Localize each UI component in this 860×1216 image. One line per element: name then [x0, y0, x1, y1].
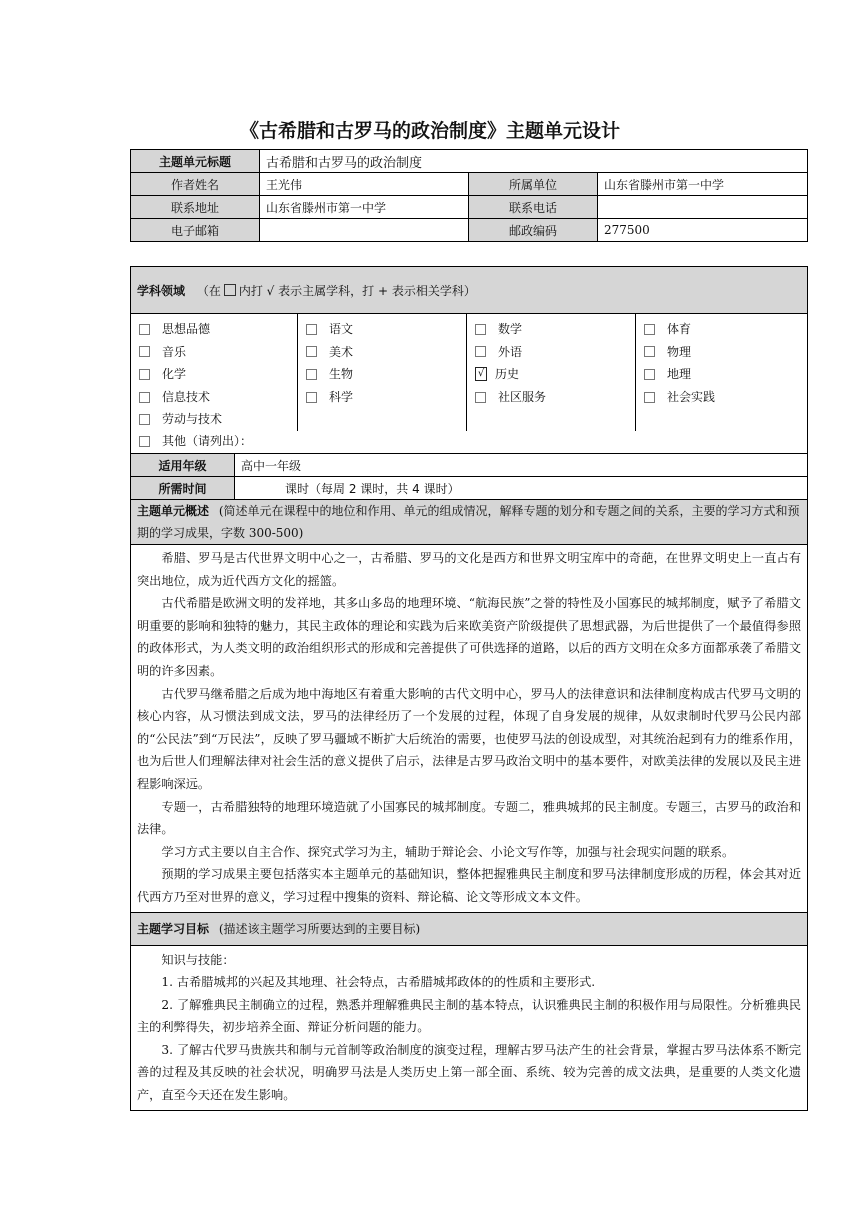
subject-item-kexue[interactable]: 科学: [306, 386, 466, 409]
overview-paragraph: 古代希腊是欧洲文明的发祥地，其多山多岛的地理环境、“航海民族”之誉的特性及小国寡民的城邦制度，赋予了希腊文明重要的影响和独特的魅力，其民主政体的理论和实践为后来欧美资产阶级提供了思想武器，为后世提供了一个最值得参照的政体形式，为人类文明的政治组织形式的形成和完善提供了可供选择的道路，以后的西方文明在众多方面都承袭了希腊文明的许多因素。: [137, 596, 802, 678]
overview-hint: (简述单元在课程中的地位和作用、单元的组成情况，解释专题的划分和专题之间的关系，主要的学习方式和预期的学习成果，字数 300-500): [137, 504, 800, 540]
subject-item-yinyue[interactable]: 音乐: [139, 341, 297, 364]
subject-column: [131, 314, 298, 431]
goal-item: 2. 了解雅典民主制确立的过程，熟悉并理解雅典民主制的基本特点，认识雅典民主制的积极作用与局限性。分析雅典民主的利弊得失，初步培养全面、辩证分析问题的能力。: [137, 997, 802, 1035]
checkbox-icon[interactable]: [475, 392, 486, 403]
checkbox-icon[interactable]: [475, 324, 486, 335]
org-value: 山东省滕州市第一中学: [598, 173, 808, 196]
grade-value: 高中一年级: [235, 454, 808, 477]
unit-title-label: 主题单元标题: [131, 150, 260, 173]
postcode-value: 277500: [598, 219, 808, 242]
org-label: 所属单位: [469, 173, 598, 196]
goals-body: [131, 945, 808, 1110]
email-value: [260, 219, 469, 242]
subject-area: [131, 314, 808, 454]
checkbox-icon[interactable]: [306, 369, 317, 380]
goals-hint: (描述该主题学习所要达到的主要目标): [218, 922, 421, 936]
address-label: 联系地址: [131, 196, 260, 219]
subject-item-tiyu[interactable]: 体育: [644, 318, 802, 341]
postcode-label: 邮政编码: [469, 219, 598, 242]
overview-body: [131, 545, 808, 913]
subject-item-shengwu[interactable]: 生物: [306, 363, 466, 386]
checkbox-icon[interactable]: [139, 414, 150, 425]
subject-item-yuwen[interactable]: 语文: [306, 318, 466, 341]
subject-item-meishu[interactable]: 美术: [306, 341, 466, 364]
subject-item-wuli[interactable]: 物理: [644, 341, 802, 364]
checkbox-icon[interactable]: [139, 346, 150, 357]
subject-label: 学科领域: [137, 283, 186, 298]
checkbox-icon[interactable]: [475, 346, 486, 357]
checkbox-checked-icon[interactable]: √: [475, 367, 487, 381]
overview-paragraph: 预期的学习成果主要包括落实本主题单元的基础知识，整体把握雅典民主制度和罗马法律制度形成的历程，体会其对近代西方乃至对世界的意义，学习过程中搜集的资料、辩论稿、论文等形成文本文件。: [137, 867, 802, 904]
info-table: [130, 149, 808, 242]
checkbox-icon[interactable]: [644, 369, 655, 380]
subject-grid: [131, 314, 807, 429]
author-value: 王光伟: [260, 173, 469, 196]
time-value: 课时（每周 2 课时，共 4 课时）: [235, 477, 808, 500]
page-title: 《古希腊和古罗马的政治制度》主题单元设计: [239, 120, 620, 142]
checkbox-icon[interactable]: [306, 324, 317, 335]
subject-column: [467, 314, 636, 431]
subject-header: [131, 267, 808, 314]
overview-paragraph: 古代罗马继希腊之后成为地中海地区有着重大影响的古代文明中心，罗马人的法律意识和法律制度构成古代罗马文明的核心内容，从习惯法到成文法，罗马的法律经历了一个发展的过程，体现了自身发展的规律，从奴隶制时代罗马公民内部的“公民法”到“万民法”，反映了罗马疆域不断扩大后统治的需要，也使罗马法的创设成型，对其统治起到有力的维系作用，也为后世人们理解法律对社会生活的意义提供了启示，法律是古罗马政治文明中的基本要件，对欧美法律的发展以及民主进程影响深远。: [137, 686, 802, 791]
main-table: [130, 266, 808, 1111]
checkbox-icon: [224, 284, 236, 296]
checkbox-icon[interactable]: [139, 436, 150, 447]
time-label: 所需时间: [131, 477, 235, 500]
phone-label: 联系电话: [469, 196, 598, 219]
goals-header: [131, 912, 808, 945]
subject-item-dili[interactable]: 地理: [644, 363, 802, 386]
goal-item: 3. 了解古代罗马贵族共和制与元首制等政治制度的演变过程，理解古罗马法产生的社会背景，掌握古罗马法体系不断完善的过程及其反映的社会状况，明确罗马法是人类历史上第一部全面、系统、较为完善的成文法典，是重要的人类文化遗产，直至今天还在发生影响。: [137, 1042, 802, 1103]
subject-item-waiyu[interactable]: 外语: [475, 341, 635, 364]
author-label: 作者姓名: [131, 173, 260, 196]
checkbox-icon[interactable]: [139, 369, 150, 380]
overview-label: 主题单元概述: [137, 504, 210, 518]
subject-column: [636, 314, 802, 431]
overview-header: [131, 500, 808, 545]
checkbox-icon[interactable]: [306, 346, 317, 357]
subject-item-laodong[interactable]: 劳动与技术: [139, 408, 297, 431]
goals-label: 主题学习目标: [137, 922, 210, 936]
subject-item-other[interactable]: 其他（请列出）：: [131, 429, 807, 453]
subject-item-lishi[interactable]: √ 历史: [475, 363, 635, 386]
checkbox-icon[interactable]: [644, 392, 655, 403]
subject-hint-prefix: （在: [196, 283, 221, 298]
checkbox-icon[interactable]: [644, 346, 655, 357]
checkbox-icon[interactable]: [306, 392, 317, 403]
checkbox-icon[interactable]: [139, 392, 150, 403]
overview-paragraph: 专题一，古希腊独特的地理环境造就了小国寡民的城邦制度。专题二，雅典城邦的民主制度。专题三，古罗马的政治和法律。: [137, 799, 802, 837]
subject-item-xinxijishu[interactable]: 信息技术: [139, 386, 297, 409]
overview-paragraph: 学习方式主要以自主合作、探究式学习为主，辅助于辩论会、小论文写作等，加强与社会现实问题的联系。: [161, 844, 735, 859]
subject-hint: 内打 √ 表示主属学科，打 + 表示相关学科）: [238, 283, 476, 298]
subject-item-shequfuwu[interactable]: 社区服务: [475, 386, 635, 409]
address-value: 山东省滕州市第一中学: [260, 196, 469, 219]
phone-value: [598, 196, 808, 219]
subject-item-shuxue[interactable]: 数学: [475, 318, 635, 341]
subject-column: [298, 314, 467, 431]
subject-item-sixiangpinde[interactable]: 思想品德: [139, 318, 297, 341]
overview-paragraph: 希腊、罗马是古代世界文明中心之一，古希腊、罗马的文化是西方和世界文明宝库中的奇葩，在世界文明史上一直占有突出地位，成为近代西方文化的摇篮。: [137, 551, 802, 588]
checkbox-icon[interactable]: [139, 324, 150, 335]
goals-intro: 知识与技能：: [161, 952, 235, 967]
subject-item-shehuishijian[interactable]: 社会实践: [644, 386, 802, 409]
checkbox-icon[interactable]: [644, 324, 655, 335]
goal-item: 1. 古希腊城邦的兴起及其地理、社会特点，古希腊城邦政体的的性质和主要形式.: [161, 975, 596, 990]
unit-title-value: 古希腊和古罗马的政治制度: [260, 150, 808, 173]
email-label: 电子邮箱: [131, 219, 260, 242]
subject-item-huaxue[interactable]: 化学: [139, 363, 297, 386]
grade-label: 适用年级: [131, 454, 235, 477]
